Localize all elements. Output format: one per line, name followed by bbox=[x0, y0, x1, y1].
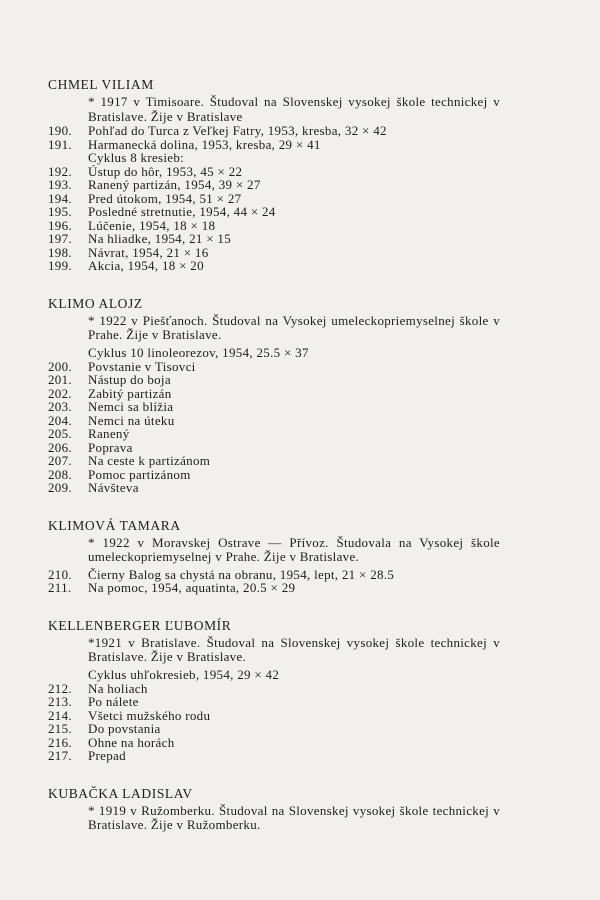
work-item bbox=[48, 427, 568, 441]
artist-bio: * 1919 v Ružomberku. Študoval na Slovenskej vysokej škole technickej v Bratislave. Žije v Ružomberku. bbox=[88, 802, 500, 832]
work-number: 206. bbox=[48, 439, 72, 455]
artist-bio: *1921 v Bratislave. Študoval na Slovenskej vysokej škole technickej v Bratislave. Žije v Bratislave. bbox=[88, 634, 500, 664]
work-title: Lúčenie, 1954, 18 × 18 bbox=[88, 217, 216, 233]
work-number: 215. bbox=[48, 721, 72, 736]
cycle-description: Cyklus uhľokresieb, 1954, 29 × 42 bbox=[88, 666, 280, 682]
work-number: 213. bbox=[48, 694, 72, 709]
work-title: Povstanie v Tisovci bbox=[88, 358, 196, 374]
cycle-description: Cyklus 10 linoleorezov, 1954, 25.5 × 37 bbox=[88, 344, 309, 360]
work-title: Harmanecká dolina, 1953, kresba, 29 × 41 bbox=[88, 136, 321, 152]
cycle-subheading: Cyklus 8 kresieb: bbox=[88, 150, 185, 165]
work-item bbox=[48, 178, 568, 192]
work-number: 204. bbox=[48, 412, 72, 428]
artist-entry bbox=[48, 76, 568, 273]
work-item bbox=[48, 468, 568, 482]
work-title: Čierny Balog sa chystá na obranu, 1954, lept, 21 × 28.5 bbox=[88, 566, 395, 582]
work-title: Ranený partizán, 1954, 39 × 27 bbox=[88, 177, 261, 192]
artist-bio: * 1917 v Timisoare. Študoval na Slovenskej vysokej škole technickej v Bratislave. Žije v Bratislave bbox=[88, 94, 500, 124]
work-item bbox=[48, 124, 568, 138]
work-number: 212. bbox=[48, 680, 72, 696]
work-title: Nástup do boja bbox=[88, 372, 171, 387]
work-number: 191. bbox=[48, 136, 72, 152]
work-item bbox=[48, 192, 568, 206]
work-title: Zabitý partizán bbox=[88, 385, 172, 401]
work-number: 190. bbox=[48, 123, 72, 138]
work-title: Do povstania bbox=[88, 721, 161, 736]
work-title: Na holiach bbox=[88, 680, 148, 696]
work-number: 194. bbox=[48, 190, 72, 206]
work-number: 211. bbox=[48, 580, 72, 595]
work-number: 217. bbox=[48, 748, 72, 763]
work-title: Nemci na úteku bbox=[88, 412, 175, 428]
work-title: Pred útokom, 1954, 51 × 27 bbox=[88, 190, 242, 206]
work-title: Ohne na horách bbox=[88, 734, 175, 750]
work-number: 214. bbox=[48, 707, 72, 723]
work-number: 208. bbox=[48, 466, 72, 482]
work-title: Prepad bbox=[88, 748, 126, 763]
work-item bbox=[48, 219, 568, 233]
work-number: 200. bbox=[48, 358, 72, 374]
work-number: 203. bbox=[48, 399, 72, 414]
artist-name: CHMEL VILIAM bbox=[48, 77, 154, 92]
work-item bbox=[48, 749, 568, 763]
artist-bio: * 1922 v Moravskej Ostrave — Přívoz. Študovala na Vysokej škole umeleckopriemyselnej v Prahe. Žije v Bratislave. bbox=[88, 534, 500, 564]
work-item bbox=[48, 205, 568, 219]
work-item bbox=[48, 400, 568, 414]
artist-entry bbox=[48, 617, 568, 763]
work-item bbox=[48, 581, 568, 595]
artist-name: KLIMOVÁ TAMARA bbox=[48, 517, 181, 533]
work-item bbox=[48, 360, 568, 374]
work-number: 193. bbox=[48, 177, 72, 192]
work-title: Návrat, 1954, 21 × 16 bbox=[88, 244, 209, 260]
artist-name: KUBAČKA LADISLAV bbox=[48, 785, 193, 801]
work-title: Ranený bbox=[88, 426, 130, 441]
work-item bbox=[48, 246, 568, 260]
catalog-page bbox=[48, 76, 568, 846]
work-item bbox=[48, 138, 568, 152]
work-title: Na ceste k partizánom bbox=[88, 453, 211, 468]
artist-name: KLIMO ALOJZ bbox=[48, 295, 143, 311]
work-title: Všetci mužského rodu bbox=[88, 707, 211, 723]
work-title: Nemci sa blížia bbox=[88, 399, 174, 414]
work-number: 207. bbox=[48, 453, 72, 468]
artist-entry bbox=[48, 295, 568, 495]
work-item bbox=[48, 414, 568, 428]
work-number: 196. bbox=[48, 217, 72, 233]
artist-entry bbox=[48, 517, 568, 595]
work-title: Na pomoc, 1954, aquatinta, 20.5 × 29 bbox=[88, 580, 296, 595]
work-number: 197. bbox=[48, 231, 72, 246]
work-title: Na hliadke, 1954, 21 × 15 bbox=[88, 231, 232, 246]
work-number: 216. bbox=[48, 734, 72, 750]
work-number: 202. bbox=[48, 385, 72, 401]
work-item bbox=[48, 454, 568, 468]
work-item bbox=[48, 165, 568, 179]
work-item bbox=[48, 722, 568, 736]
work-title: Posledné stretnutie, 1954, 44 × 24 bbox=[88, 204, 276, 219]
work-number: 198. bbox=[48, 244, 72, 260]
work-item bbox=[48, 387, 568, 401]
work-number: 199. bbox=[48, 258, 72, 273]
work-title: Poprava bbox=[88, 439, 133, 455]
work-item bbox=[48, 441, 568, 455]
work-number: 201. bbox=[48, 372, 72, 387]
work-item bbox=[48, 695, 568, 709]
work-title: Pomoc partizánom bbox=[88, 466, 191, 482]
artist-entry bbox=[48, 785, 568, 833]
work-item bbox=[48, 232, 568, 246]
work-title: Návšteva bbox=[88, 480, 139, 495]
work-number: 195. bbox=[48, 204, 72, 219]
work-item bbox=[48, 373, 568, 387]
work-item bbox=[48, 736, 568, 750]
work-item bbox=[48, 259, 568, 273]
work-number: 192. bbox=[48, 163, 72, 179]
work-number: 210. bbox=[48, 566, 72, 582]
work-number: 205. bbox=[48, 426, 72, 441]
artist-name: KELLENBERGER ĽUBOMÍR bbox=[48, 617, 232, 633]
artist-bio: * 1922 v Piešťanoch. Študoval na Vysokej umeleckopriemyselnej škole v Prahe. Žije v Bratislave. bbox=[88, 312, 500, 342]
work-number: 209. bbox=[48, 480, 72, 495]
work-item bbox=[48, 568, 568, 582]
work-title: Pohľad do Turca z Veľkej Fatry, 1953, kresba, 32 × 42 bbox=[88, 123, 387, 138]
work-item bbox=[48, 481, 568, 495]
work-item bbox=[48, 709, 568, 723]
work-title: Ústup do hôr, 1953, 45 × 22 bbox=[88, 163, 243, 179]
work-item bbox=[48, 682, 568, 696]
work-title: Akcia, 1954, 18 × 20 bbox=[88, 258, 204, 273]
work-title: Po nálete bbox=[88, 694, 139, 709]
